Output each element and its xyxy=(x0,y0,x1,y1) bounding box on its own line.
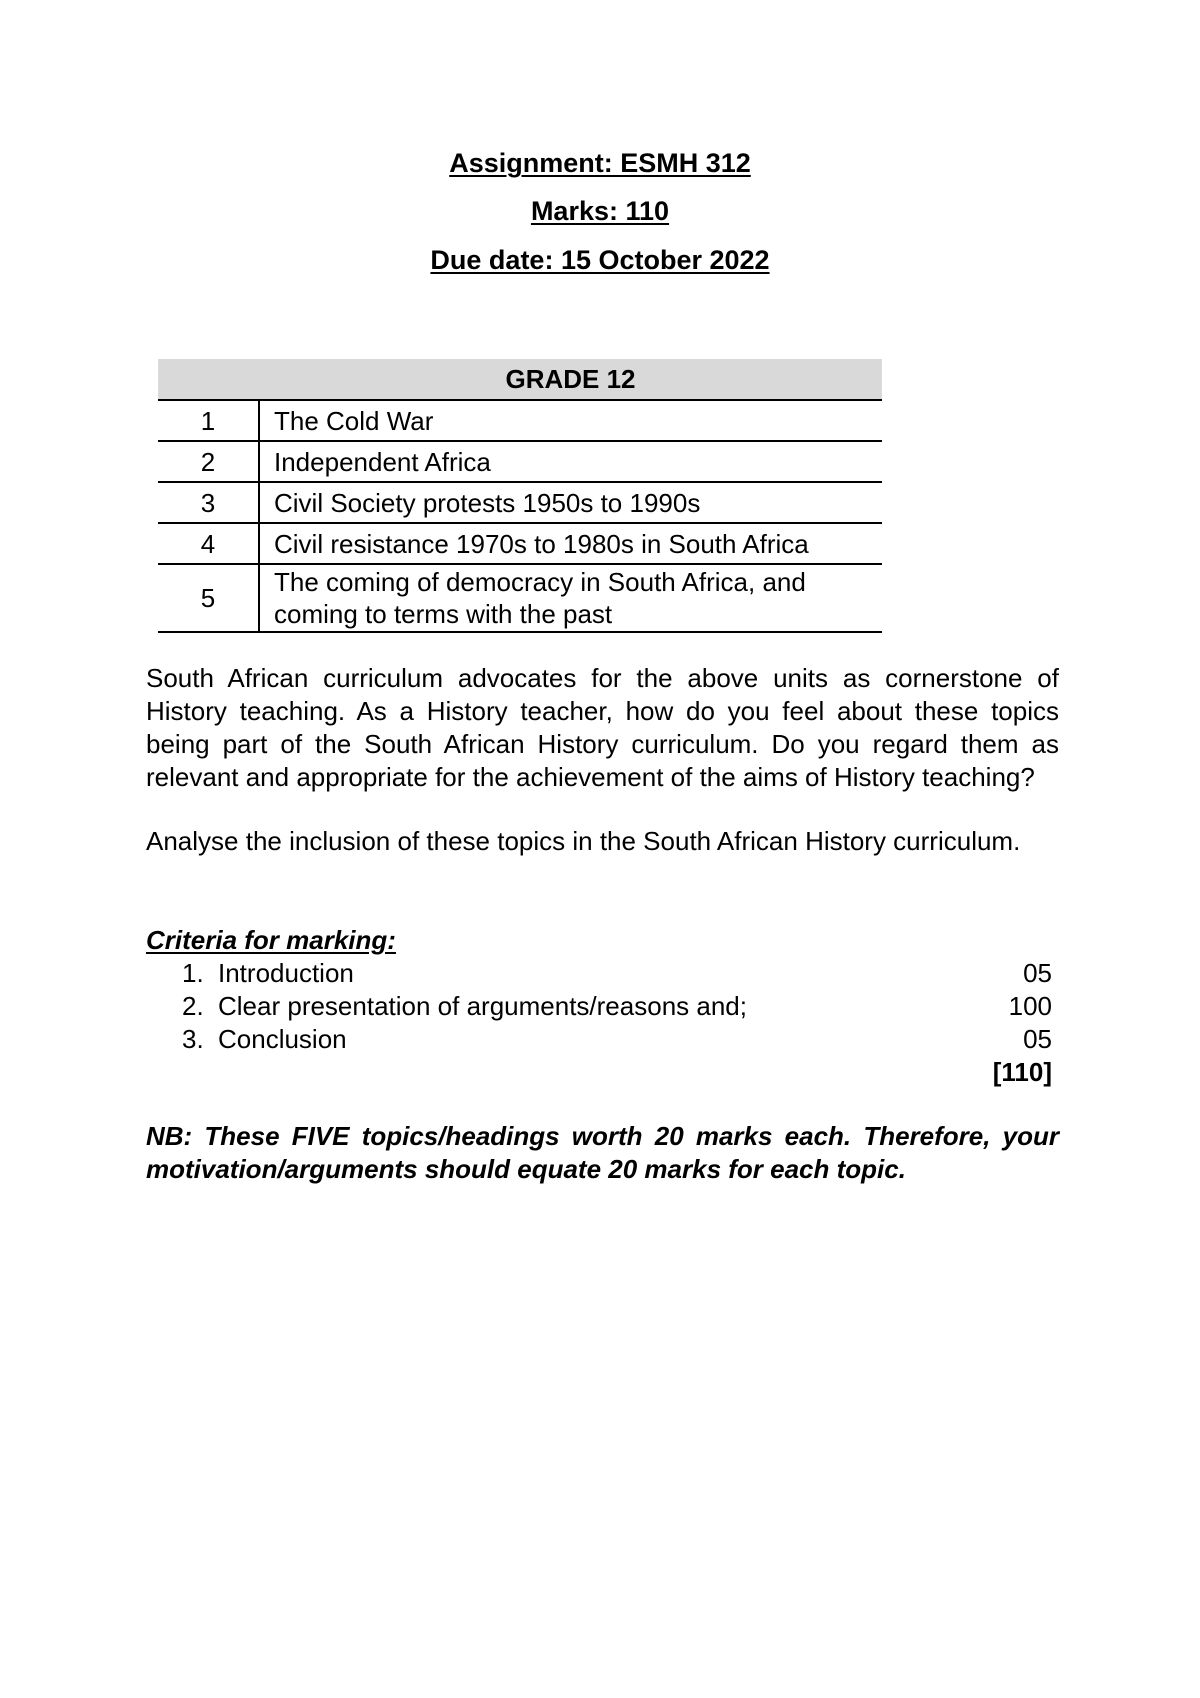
unit-topic: Independent Africa xyxy=(259,441,882,482)
criteria-label: Conclusion xyxy=(218,1024,347,1054)
table-row xyxy=(158,441,882,482)
unit-topic: Civil resistance 1970s to 1980s in South Africa xyxy=(259,523,882,564)
criteria-item xyxy=(182,1023,1052,1056)
due-date-heading: Due date: 15 October 2022 xyxy=(430,245,770,275)
criteria-marks: 100 xyxy=(1008,991,1052,1021)
unit-number: 4 xyxy=(158,523,259,564)
assignment-title: Assignment: ESMH 312 xyxy=(449,148,751,178)
unit-number: 2 xyxy=(158,441,259,482)
criteria-label: Introduction xyxy=(218,958,354,988)
units-table xyxy=(158,359,882,633)
criteria-item xyxy=(182,957,1052,990)
criteria-number: 2. xyxy=(182,991,204,1021)
unit-number: 1 xyxy=(158,400,259,441)
marks-heading: Marks: 110 xyxy=(530,196,670,226)
unit-number: 5 xyxy=(158,564,259,632)
criteria-marks: 05 xyxy=(1023,1024,1052,1054)
table-row xyxy=(158,523,882,564)
table-row xyxy=(158,482,882,523)
question-paragraph: South African curriculum advocates for the above units as cornerstone of History teaching. As a History teacher, how do you feel about these topics being part of the South African History curriculum. Do you regard them as relevant and appropriate for the achievement of the aims of History teaching? xyxy=(146,663,1059,792)
criteria-item xyxy=(182,990,1052,1023)
unit-number: 3 xyxy=(158,482,259,523)
unit-topic: The coming of democracy in South Africa, and coming to terms with the past xyxy=(259,564,882,632)
instruction-paragraph: Analyse the inclusion of these topics in the South African History curriculum. xyxy=(146,826,1021,856)
criteria-title: Criteria for marking: xyxy=(146,925,396,955)
criteria-number: 3. xyxy=(182,1024,204,1054)
criteria-number: 1. xyxy=(182,958,204,988)
criteria-marks: 05 xyxy=(1023,958,1052,988)
units-table-header-row xyxy=(158,359,882,400)
table-row xyxy=(158,400,882,441)
criteria-total: [110] xyxy=(992,1057,1052,1087)
unit-topic: The Cold War xyxy=(259,400,882,441)
nb-note: NB: These FIVE topics/headings worth 20 marks each. Therefore, your motivation/arguments should equate 20 marks for each topic. xyxy=(146,1121,1059,1184)
table-row xyxy=(158,564,882,632)
criteria-label: Clear presentation of arguments/reasons and; xyxy=(218,991,747,1021)
units-table-header-blank xyxy=(158,359,259,400)
grade-header: GRADE 12 xyxy=(259,359,882,400)
unit-topic: Civil Society protests 1950s to 1990s xyxy=(259,482,882,523)
